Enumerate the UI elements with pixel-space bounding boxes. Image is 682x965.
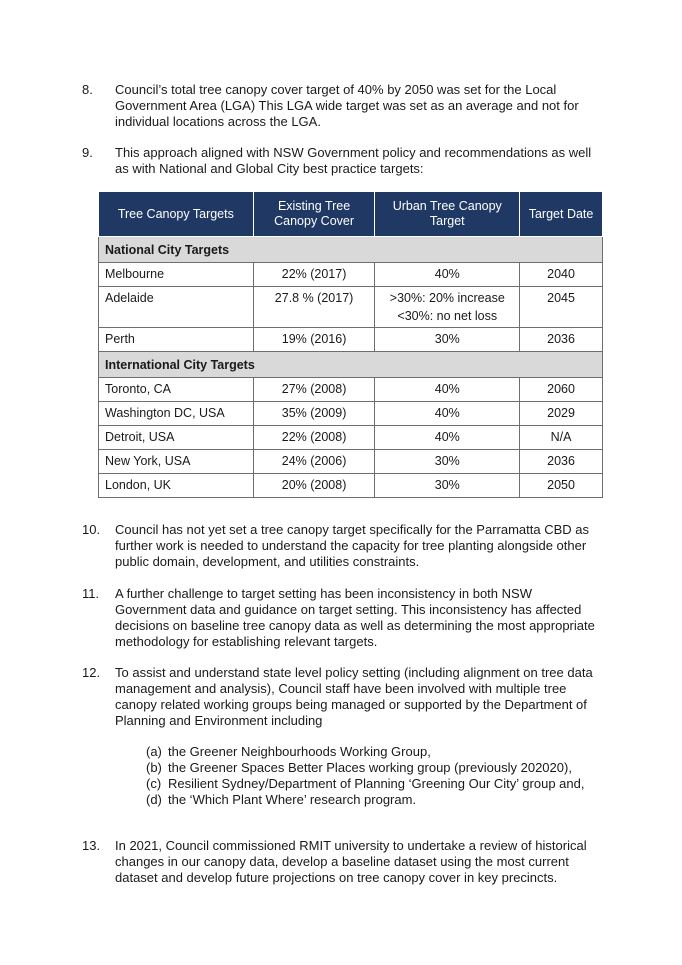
target-cell: 40% xyxy=(375,263,520,287)
column-header: Tree Canopy Targets xyxy=(99,192,254,237)
cover-cell: 27% (2008) xyxy=(253,378,375,402)
column-header: Existing Tree Canopy Cover xyxy=(253,192,375,237)
target-line: <30%: no net loss xyxy=(397,309,498,323)
group-heading-international: International City Targets xyxy=(99,352,603,378)
city-cell: Adelaide xyxy=(99,287,254,328)
paragraph-number: 9. xyxy=(82,145,93,160)
table-row xyxy=(99,378,603,402)
table-row xyxy=(99,450,603,474)
paragraph-text: This approach aligned with NSW Government policy and recommendations as well as with National and Global City best practice targets: xyxy=(115,145,592,176)
date-cell: 2029 xyxy=(520,402,603,426)
paragraph-text: In 2021, Council commissioned RMIT university to undertake a review of historical changes in our canopy data, develop a baseline dataset using the most current dataset and develop future projections on tree canopy cover in key precincts. xyxy=(115,838,587,885)
table-row xyxy=(99,287,603,328)
table-row xyxy=(99,263,603,287)
cover-cell: 24% (2006) xyxy=(253,450,375,474)
table-row xyxy=(99,328,603,352)
city-cell: London, UK xyxy=(99,474,254,498)
list-item-letter: (b) xyxy=(146,760,162,775)
date-cell: 2040 xyxy=(520,263,603,287)
group-heading-national: National City Targets xyxy=(99,237,603,263)
target-cell: 30% xyxy=(375,450,520,474)
date-cell: N/A xyxy=(520,426,603,450)
list-item-text: Resilient Sydney/Department of Planning ‘Greening Our City’ group and, xyxy=(168,776,585,791)
paragraph-number: 12. xyxy=(82,665,101,680)
target-cell: 40% xyxy=(375,378,520,402)
list-item-text: the Greener Spaces Better Places working group (previously 202020), xyxy=(168,760,572,775)
list-item xyxy=(146,776,616,792)
list-item-text: the ‘Which Plant Where’ research program. xyxy=(168,792,417,807)
table-header-row xyxy=(99,192,603,237)
list-item-letter: (c) xyxy=(146,776,162,791)
date-cell: 2060 xyxy=(520,378,603,402)
paragraph-text: Council’s total tree canopy cover target of 40% by 2050 was set for the Local Government Area (LGA) This LGA wide target was set as an average and not for individual locations across the LGA. xyxy=(115,82,579,129)
target-cell: 40% xyxy=(375,426,520,450)
column-header: Urban Tree Canopy Target xyxy=(375,192,520,237)
date-cell: 2036 xyxy=(520,450,603,474)
paragraph-text: Council has not yet set a tree canopy target specifically for the Parramatta CBD as further work is needed to understand the capacity for tree planting alongside other public domain, development, and utilities constraints. xyxy=(115,522,590,569)
working-groups-list xyxy=(146,744,616,808)
cover-cell: 22% (2017) xyxy=(253,263,375,287)
table-group-row xyxy=(99,352,603,378)
list-item-letter: (d) xyxy=(146,792,162,807)
paragraph-number: 10. xyxy=(82,522,101,537)
date-cell: 2050 xyxy=(520,474,603,498)
target-cell: 30% xyxy=(375,328,520,352)
date-cell: 2036 xyxy=(520,328,603,352)
column-header: Target Date xyxy=(520,192,603,237)
cover-cell: 20% (2008) xyxy=(253,474,375,498)
list-item xyxy=(146,792,616,808)
target-cell xyxy=(375,287,520,328)
date-cell: 2045 xyxy=(520,287,603,328)
tree-canopy-targets-table xyxy=(98,191,603,498)
cover-cell: 27.8 % (2017) xyxy=(253,287,375,328)
cover-cell: 35% (2009) xyxy=(253,402,375,426)
target-cell: 40% xyxy=(375,402,520,426)
list-item xyxy=(146,744,616,760)
table-row xyxy=(99,402,603,426)
city-cell: Toronto, CA xyxy=(99,378,254,402)
paragraph-number: 11. xyxy=(82,586,100,601)
list-item-letter: (a) xyxy=(146,744,162,759)
table-row xyxy=(99,426,603,450)
city-cell: Perth xyxy=(99,328,254,352)
list-item xyxy=(146,760,616,776)
paragraph-text: To assist and understand state level policy setting (including alignment on tree data management and analysis), Council staff have been involved with multiple tree canopy related working groups being managed or supported by the Department of Planning and Environment including xyxy=(115,665,593,728)
target-cell: 30% xyxy=(375,474,520,498)
list-item-text: the Greener Neighbourhoods Working Group, xyxy=(168,744,431,759)
city-cell: New York, USA xyxy=(99,450,254,474)
city-cell: Washington DC, USA xyxy=(99,402,254,426)
city-cell: Detroit, USA xyxy=(99,426,254,450)
cover-cell: 19% (2016) xyxy=(253,328,375,352)
table-group-row xyxy=(99,237,603,263)
city-cell: Melbourne xyxy=(99,263,254,287)
paragraph-text: A further challenge to target setting has been inconsistency in both NSW Government data and guidance on target setting. This inconsistency has affected decisions on baseline tree canopy data as well as determining the most appropriate methodology for establishing relevant targets. xyxy=(115,586,595,649)
table-row xyxy=(99,474,603,498)
cover-cell: 22% (2008) xyxy=(253,426,375,450)
paragraph-number: 13. xyxy=(82,838,101,853)
paragraph-number: 8. xyxy=(82,82,93,97)
target-line: >30%: 20% increase xyxy=(389,291,505,305)
